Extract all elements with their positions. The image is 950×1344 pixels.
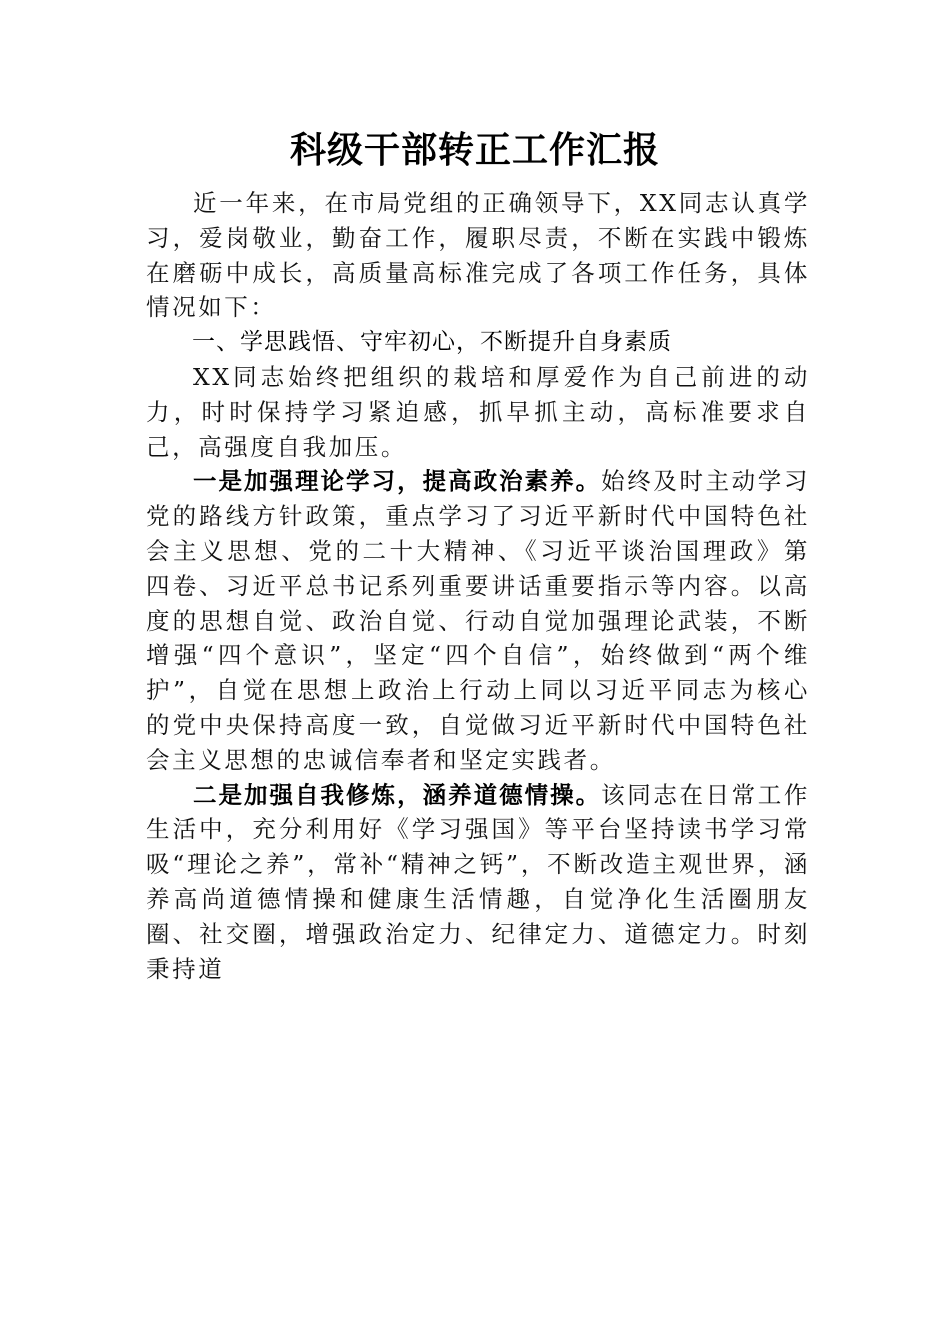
intro-paragraph: 近一年来，在市局党组的正确领导下，XX同志认真学习，爱岗敬业，勤奋工作，履职尽责，不断在实践中锻炼在磨砺中成长，高质量高标准完成了各项工作任务，具体情况如下： <box>146 189 810 322</box>
section-paragraph: XX同志始终把组织的栽培和厚爱作为自己前进的动力，时时保持学习紧迫感，抓早抓主动，高标准要求自己，高强度自我加压。 <box>146 362 810 461</box>
item-paragraph-2 <box>146 778 810 987</box>
item-text-1: 始终及时主动学习党的路线方针政策，重点学习了习近平新时代中国特色社会主义思想、党的二十大精神、《习近平谈治国理政》第四卷、习近平总书记系列重要讲话重要指示等内容。以高度的思想自觉、政治自觉、行动自觉加强理论武装，不断增强“四个意识”，坚定“四个自信”，始终做到“两个维护”，自觉在思想上政治上行动上同以习近平同志为核心的党中央保持高度一致，自觉做习近平新时代中国特色社会主义思想的忠诚信奉者和坚定实践者。 <box>146 467 810 774</box>
document-body <box>146 186 810 986</box>
item-text-2: 该同志在日常工作生活中，充分利用好《学习强国》等平台坚持读书学习常吸“理论之养”，常补“精神之钙”，不断改造主观世界，涵养高尚道德情操和健康生活情趣，自觉净化生活圈朋友圈、社交圈，增强政治定力、纪律定力、道德定力。时刻秉持道 <box>146 780 810 983</box>
document-title: 科级干部转正工作汇报 <box>289 129 660 171</box>
item-lead-1: 一是加强理论学习，提高政治素养。 <box>193 467 602 496</box>
section-heading: 一、学思践悟、守牢初心，不断提升自身素质 <box>192 329 672 356</box>
item-paragraph-1 <box>146 464 810 777</box>
item-lead-2: 二是加强自我修炼，涵养道德情操。 <box>193 780 602 809</box>
